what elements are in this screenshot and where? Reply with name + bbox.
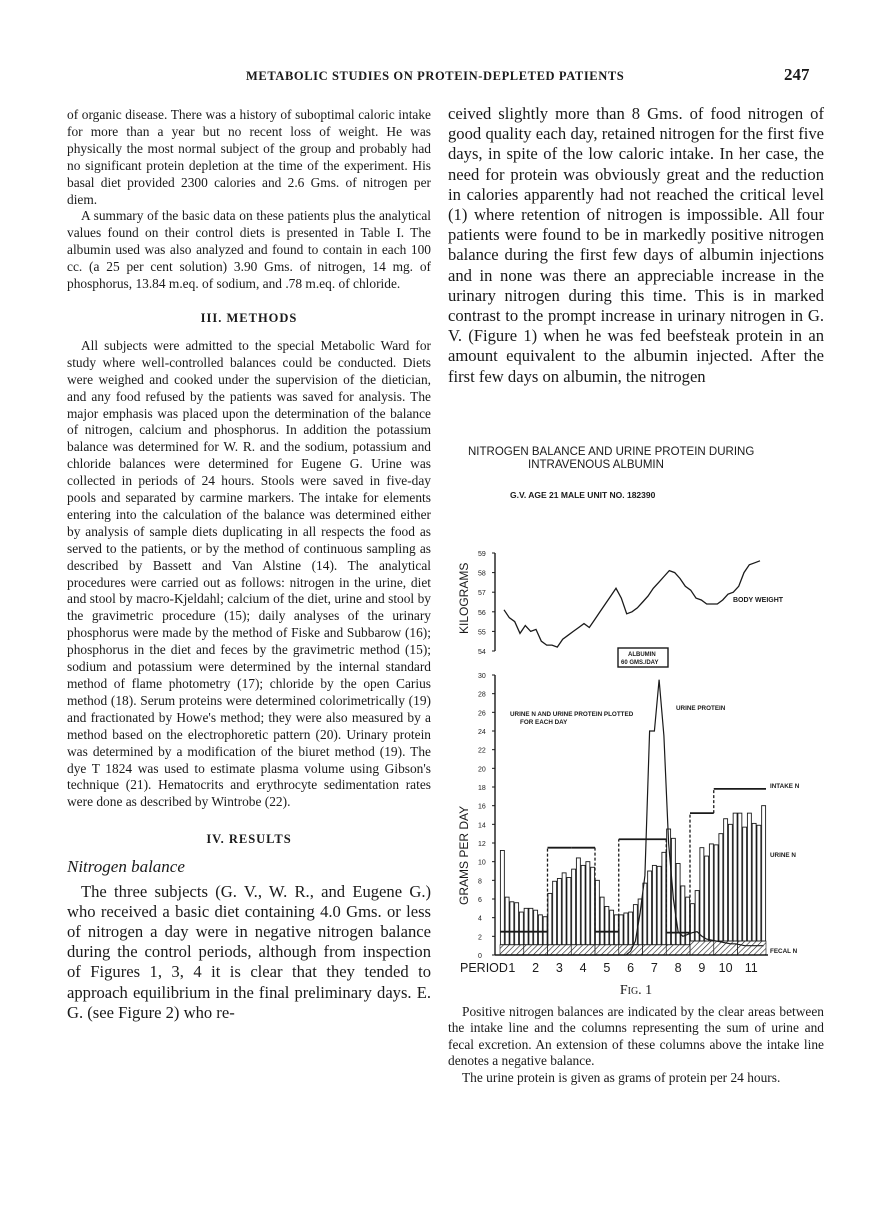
chart-subtitle: G.V. AGE 21 MALE UNIT NO. 182390: [510, 490, 656, 500]
urine-n-bar: [595, 880, 599, 944]
intake-n-annotation: INTAKE N: [770, 783, 800, 790]
bar-y-tick-label: 20: [478, 766, 486, 774]
bar-y-tick-label: 30: [478, 673, 486, 680]
urine-n-bar: [534, 910, 538, 945]
plot-note: URINE N AND URINE PROTEIN PLOTTED: [510, 711, 634, 718]
urine-n-bar: [538, 915, 542, 945]
urine-n-bar: [500, 850, 504, 944]
bar-y-tick-label: 12: [478, 841, 486, 848]
urine-n-bar: [505, 897, 509, 945]
paragraph: ceived slightly more than 8 Gms. of food nitrogen of good quality each day, retained nitrogen for the first five days, in spite of the low caloric intake. In her case, the need for protein was obviously great and the reduction in calories apparently had not reached the critical level (1) where retention of nitrogen is impossible. All four patients were found to be in markedly positive nitrogen balance during the first few days of albumin injections and in none was there an appreciable increase in the urinary nitrogen during this time. This is in marked contrast to the prompt increase in urinary nitrogen in G. V. (Figure 1) when he was fed beefsteak protein in an amount equivalent to the albumin injected. After the first few days on albumin, the nitrogen: [448, 104, 824, 386]
urine-n-bar: [652, 865, 656, 944]
period-label: 2: [532, 961, 540, 975]
fecal-n-band: [595, 945, 619, 955]
urine-n-bar: [576, 858, 580, 945]
period-label: 9: [698, 961, 706, 975]
plot-note: FOR EACH DAY: [520, 719, 568, 726]
urine-n-bar: [733, 813, 737, 941]
fecal-n-band: [524, 945, 548, 955]
urine-n-bar: [752, 823, 756, 941]
period-label: 5: [603, 961, 611, 975]
chart-title: NITROGEN BALANCE AND URINE PROTEIN DURING: [468, 446, 755, 458]
urine-n-annotation: URINE N: [770, 852, 796, 859]
urine-n-bar: [624, 913, 628, 945]
x-axis-label: PERIOD: [460, 961, 508, 975]
fecal-n-band: [643, 945, 667, 955]
urine-n-bar: [567, 878, 571, 945]
body-weight-annotation: BODY WEIGHT: [733, 597, 784, 604]
urine-n-bar: [610, 910, 614, 945]
bar-y-tick-label: 0: [478, 953, 482, 960]
chart-title: INTRAVENOUS ALBUMIN: [528, 459, 664, 471]
urine-n-bar: [709, 844, 713, 941]
body-weight-line: [504, 561, 760, 647]
urine-n-bar: [728, 824, 732, 941]
bar-y-tick-label: 8: [478, 878, 482, 886]
paragraph: A summary of the basic data on these patients plus the analytical values found on their control diets is presented in Table I. The albumin used was also analyzed and found to contain in each 100 cc. (a 25 per cent solution) 3.90 Gms. of nitrogen, 14 mg. of phosphorus, 13.84 m.eq. of sodium, and .78 m.eq. of chloride.: [67, 208, 431, 292]
fecal-n-band: [548, 945, 572, 955]
weight-y-tick-label: 54: [478, 649, 486, 656]
urine-n-bar: [686, 897, 690, 945]
nitrogen-balance-chart: [448, 440, 828, 990]
urine-n-bar: [581, 865, 585, 944]
urine-n-bar: [510, 902, 514, 945]
urine-n-bar: [747, 813, 751, 941]
urine-n-bar: [515, 903, 519, 945]
urine-n-bar: [671, 838, 675, 944]
bar-y-tick-label: 26: [478, 710, 486, 718]
urine-n-bar: [562, 873, 566, 945]
bar-y-tick-label: 28: [478, 691, 486, 699]
right-column: [448, 104, 824, 387]
weight-y-tick-label: 56: [478, 609, 486, 617]
period-label: 8: [674, 961, 682, 975]
period-label: 3: [555, 961, 563, 975]
fecal-n-annotation: FECAL N: [770, 948, 798, 955]
urine-n-bar: [591, 867, 595, 944]
albumin-label: ALBUMIN: [628, 652, 656, 658]
urine-n-bar: [762, 806, 766, 941]
period-label: 11: [744, 961, 758, 975]
period-label: 4: [579, 961, 587, 975]
urine-n-bar: [657, 866, 661, 944]
bar-y-tick-label: 14: [478, 822, 486, 830]
running-title: METABOLIC STUDIES ON PROTEIN-DEPLETED PATIENTS: [246, 69, 625, 83]
urine-n-bar: [662, 852, 666, 944]
urine-n-bar: [524, 908, 528, 944]
paragraph: The three subjects (G. V., W. R., and Eugene G.) who received a basic diet containing 4.0 Gms. or less of nitrogen a day were in negative nitrogen balance during the control periods, although from inspection of Figures 1, 3, 4 it is clear that they tended to approach equilibrium in the final preliminary days. E. G. (see Figure 2) who re-: [67, 882, 431, 1022]
urine-n-bar: [553, 881, 557, 944]
urine-n-bar: [572, 869, 576, 945]
urine-n-bar: [690, 904, 694, 941]
urine-n-bar: [743, 827, 747, 941]
urine-n-bar: [586, 862, 590, 945]
bar-y-tick-label: 2: [478, 934, 482, 942]
urine-protein-annotation: URINE PROTEIN: [676, 705, 726, 712]
bar-y-tick-label: 24: [478, 729, 486, 736]
fecal-n-band: [738, 941, 767, 955]
section-heading-results: IV. RESULTS: [206, 832, 292, 847]
caption-paragraph: The urine protein is given as grams of protein per 24 hours.: [462, 1069, 781, 1085]
bar-y-tick-label: 22: [478, 747, 486, 755]
fecal-n-band: [690, 941, 714, 955]
period-label: 7: [650, 961, 658, 975]
weight-y-tick-label: 59: [478, 551, 486, 558]
urine-n-bar: [548, 893, 552, 944]
page-number: 247: [784, 65, 810, 84]
urine-n-bar: [700, 848, 704, 941]
urine-n-bar: [529, 908, 533, 944]
urine-n-bar: [643, 883, 647, 945]
weight-y-tick-label: 55: [478, 629, 486, 637]
bar-y-tick-label: 4: [478, 915, 482, 923]
fecal-n-band: [571, 945, 595, 955]
period-label: 1: [508, 961, 516, 975]
bar-y-axis-label: GRAMS PER DAY: [457, 805, 471, 905]
fecal-n-band: [500, 945, 524, 955]
left-column: [67, 107, 431, 1023]
urine-n-bar: [705, 856, 709, 941]
section-heading-methods: III. METHODS: [200, 310, 298, 325]
caption-paragraph: Positive nitrogen balances are indicated by the clear areas between the intake line and the columns representing the sum of urine and fecal excretion. An extension of these columns above the intake line denotes a negative balance.: [448, 1003, 824, 1069]
figure-caption: [448, 983, 824, 1087]
weight-y-tick-label: 58: [478, 570, 486, 578]
bar-y-tick-label: 16: [478, 803, 486, 811]
urine-n-bar: [614, 915, 618, 945]
period-label: 6: [627, 961, 635, 975]
urine-n-bar: [738, 813, 742, 941]
urine-n-bar: [543, 917, 547, 945]
paragraph: All subjects were admitted to the special Metabolic Ward for study where well-controlled balances could be conducted. Diets were weighed and cooked under the supervision of the dietician, and any food refused by the patients was saved for analysis. The major emphasis was placed upon the determination of the balance of nitrogen, calcium and phosphorus. In addition the potassium balance was determined for W. R. and the sodium, potassium and chloride balances were determined for Eugene G. Urine was collected in periods of 24 hours. Stools were saved in five-day pools and separated by carmine markers. The intake for elements entering into the calculation of the balance was determined either by analysis of sample diets duplicating in all respects the food as served to the patients, or by the method of continuous sampling as described by Bassett and Van Alstine (14). The analytical procedures were carried out as follows: nitrogen in the urine, diet and stool by macro-Kjeldahl; calcium of the diet, urine and stool by the gravimetric procedure (15); daily analyses of the urinary phosphorus were made by the method of Fiske and Subbarow (16); phosphorus in the diet and feces by the gravimetric method (15); sodium and potassium were determined by the internal standard method of flame photometry (17); chloride by the open Carius method (18). Serum proteins were determined colorimetrically (19) and fractionated by Howe's method; they were also measured by a method based on the electrophoretic pattern (20). Urinary protein was determined by a modification of the biuret method (19). The dye T 1824 was used to estimate plasma volume using Gibson's technique (21). Hematocrits and erythrocyte sedimentation rates were done as described by Wintrobe (22).: [67, 337, 431, 810]
urine-n-bar: [719, 834, 723, 941]
weight-y-axis-label: KILOGRAMS: [457, 562, 471, 634]
paragraph: of organic disease. There was a history of suboptimal caloric intake for more than a year but no recent loss of weight. He was physically the most normal subject of the group and probably had no significant protein depletion at the time of the experiment. His basal diet provided 2300 calories and 2.6 Gms. of nitrogen per diem.: [67, 107, 431, 207]
weight-y-tick-label: 57: [478, 590, 486, 598]
albumin-dose-label: 60 GMS./DAY: [621, 660, 659, 666]
fecal-n-band: [666, 945, 690, 955]
urine-n-bar: [519, 912, 523, 945]
urine-n-bar: [648, 871, 652, 945]
urine-n-bar: [757, 825, 761, 941]
bar-y-tick-label: 10: [478, 859, 486, 867]
urine-n-bar: [724, 819, 728, 941]
bar-y-tick-label: 18: [478, 785, 486, 792]
bar-y-tick-label: 6: [478, 897, 482, 904]
figure-label: Fig. 1: [619, 983, 653, 998]
urine-n-bar: [714, 845, 718, 941]
period-label: 10: [718, 961, 733, 975]
subsection-heading: Nitrogen balance: [67, 857, 185, 877]
urine-n-bar: [619, 915, 623, 945]
urine-n-bar: [605, 906, 609, 944]
urine-n-bar: [557, 878, 561, 944]
figure-1: [448, 440, 828, 990]
urine-n-bar: [629, 912, 633, 945]
urine-n-bar: [600, 897, 604, 945]
